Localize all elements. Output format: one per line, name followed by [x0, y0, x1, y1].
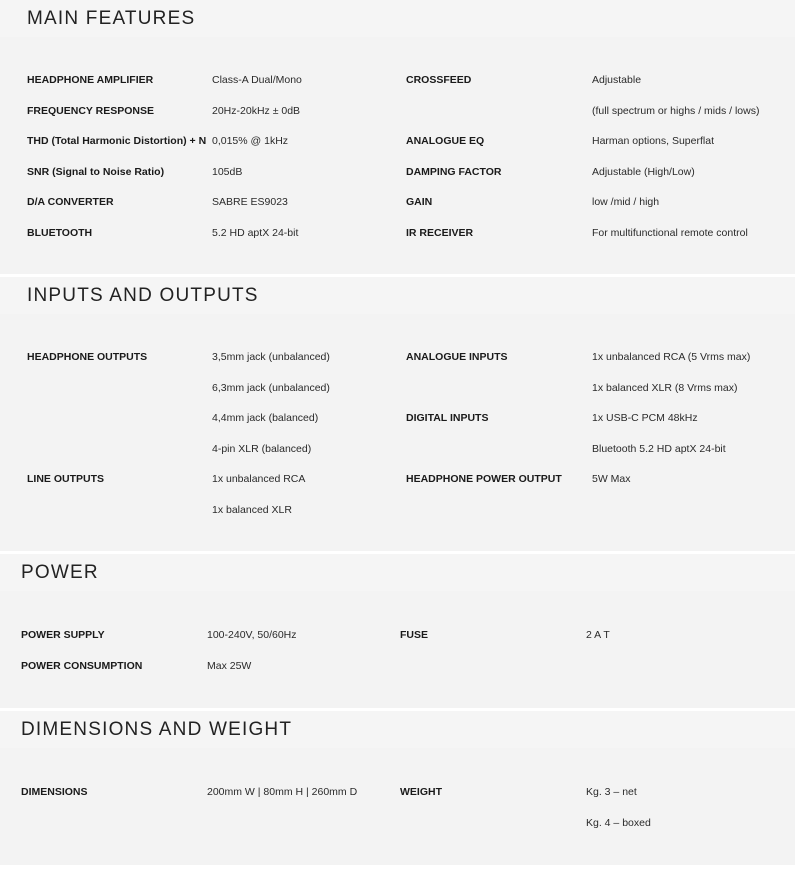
spec-label: POWER SUPPLY [21, 629, 105, 641]
dimensions-weight-heading: DIMENSIONS AND WEIGHT [21, 718, 293, 740]
spec-value: 1x unbalanced RCA [212, 473, 306, 485]
spec-label: LINE OUTPUTS [27, 473, 105, 485]
spec-label: DAMPING FACTOR [406, 165, 502, 178]
spec-value: Max 25W [207, 659, 252, 672]
spec-value: 200mm W | 80mm H | 260mm D [207, 786, 358, 798]
spec-label: HEADPHONE AMPLIFIER [27, 74, 154, 86]
spec-value: 0,015% @ 1kHz [212, 135, 289, 147]
spec-value: Harman options, Superflat [592, 135, 714, 147]
spec-value: Kg. 3 – net [586, 786, 637, 798]
spec-label: BLUETOOTH [27, 226, 93, 239]
spec-value: 105dB [212, 165, 243, 178]
inputs-outputs-table [0, 314, 795, 551]
spec-value: 20Hz-20kHz ± 0dB [212, 104, 301, 117]
spec-value: Class-A Dual/Mono [212, 74, 302, 86]
spec-value: (full spectrum or highs / mids / lows) [592, 104, 760, 117]
spec-value: 1x USB-C PCM 48kHz [592, 412, 698, 424]
power-table [0, 591, 795, 708]
spec-label: ANALOGUE INPUTS [406, 351, 508, 363]
spec-label: POWER CONSUMPTION [21, 659, 143, 672]
spec-label: ANALOGUE EQ [406, 135, 485, 147]
spec-value: 4-pin XLR (balanced) [212, 442, 312, 455]
spec-value: For multifunctional remote control [592, 226, 748, 239]
spec-label: WEIGHT [400, 786, 442, 798]
spec-value: SABRE ES9023 [212, 196, 288, 208]
main-features-heading: MAIN FEATURES [27, 7, 196, 29]
spec-label: GAIN [406, 196, 433, 208]
spec-value: 5W Max [592, 473, 631, 485]
spec-value: 1x unbalanced RCA (5 Vrms max) [592, 351, 751, 363]
spec-value: 1x balanced XLR (8 Vrms max) [592, 381, 738, 394]
spec-value: 100-240V, 50/60Hz [207, 629, 297, 641]
main-features-table [0, 37, 795, 274]
spec-value: 4,4mm jack (balanced) [212, 412, 319, 424]
spec-value: Bluetooth 5.2 HD aptX 24-bit [592, 442, 726, 455]
spec-label: FREQUENCY RESPONSE [27, 104, 154, 117]
spec-value: 1x balanced XLR [212, 503, 292, 516]
spec-label: IR RECEIVER [406, 226, 474, 239]
section-title-inputs-outputs [0, 277, 795, 314]
spec-label: THD (Total Harmonic Distortion) + N [27, 135, 207, 147]
inputs-outputs-heading: INPUTS AND OUTPUTS [27, 284, 259, 306]
spec-label: FUSE [400, 629, 429, 641]
spec-label: DIGITAL INPUTS [406, 412, 489, 424]
spec-value: 3,5mm jack (unbalanced) [212, 351, 330, 363]
spec-value: Adjustable [592, 74, 642, 86]
spec-label: HEADPHONE POWER OUTPUT [406, 473, 562, 485]
spec-value: 2 A T [586, 629, 610, 641]
dimensions-weight-table [0, 748, 795, 865]
spec-value: Kg. 4 – boxed [586, 816, 651, 829]
spec-label: CROSSFEED [406, 74, 472, 86]
spec-value: low /mid / high [592, 196, 660, 208]
power-heading: POWER [21, 561, 99, 583]
spec-value: Adjustable (High/Low) [592, 165, 695, 178]
section-title-main-features [0, 0, 795, 37]
section-title-dimensions-weight [0, 711, 795, 748]
spec-label: DIMENSIONS [21, 786, 88, 798]
spec-label: HEADPHONE OUTPUTS [27, 351, 148, 363]
spec-value: 5.2 HD aptX 24-bit [212, 226, 299, 239]
spec-value: 6,3mm jack (unbalanced) [212, 381, 330, 394]
section-title-power [0, 554, 795, 591]
spec-label: SNR (Signal to Noise Ratio) [27, 165, 165, 178]
spec-label: D/A CONVERTER [27, 196, 114, 208]
